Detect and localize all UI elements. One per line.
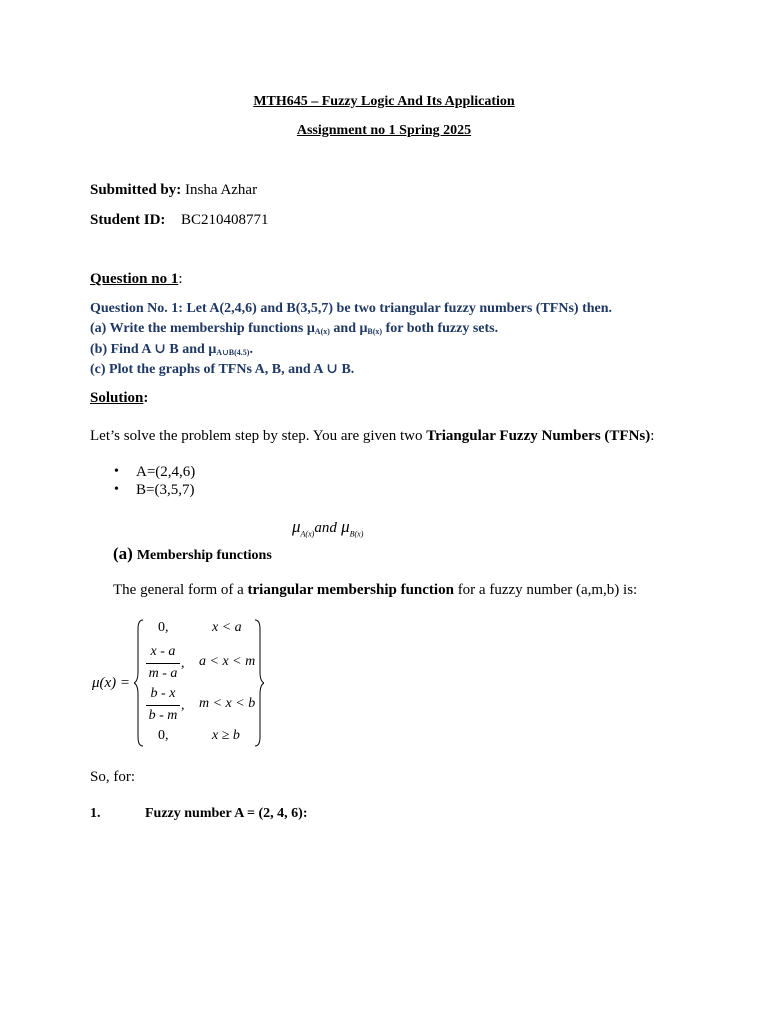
question-heading: Question no 1: [90, 271, 183, 287]
row2-comma: , [181, 656, 185, 671]
part-a-heading: (a) Membership functions [113, 544, 272, 563]
tfn-list [136, 463, 195, 499]
mu-formula: $\mu_{A(x)}and$ $\mu_{B(x)}$ [292, 517, 364, 539]
piecewise-brace [134, 617, 264, 749]
row1-condition: x < a [212, 620, 242, 635]
submitted-by-line [90, 182, 257, 199]
list-item: • B=(3,5,7) [136, 481, 195, 499]
general-form-text: The general form of a triangular membership function for a fuzzy number (a,m,b) is: [113, 582, 638, 598]
submitted-by-label: Submitted by: [90, 182, 182, 198]
question-line-1: Question No. 1: Let A(2,4,6) and B(3,5,7) be two triangular fuzzy numbers (TFNs) then. [90, 301, 613, 316]
student-id-line [90, 212, 165, 229]
item-title: Fuzzy number A = (2, 4, 6): [145, 806, 308, 821]
piecewise-lhs: μ(x) = [92, 675, 131, 691]
question-line-3: (b) Find A ∪ B and $\mu_{A\cup B(4.5)}$. [90, 342, 253, 357]
row4-condition: x ≥ b [212, 728, 240, 743]
solution-heading: Solution: [90, 390, 149, 406]
so-for-text: So, for: [90, 769, 135, 785]
row1-value: 0, [158, 620, 169, 635]
item-number: 1. [90, 806, 101, 821]
row2-denominator: m - a [148, 666, 178, 681]
question-line-4: (c) Plot the graphs of TFNs A, B, and A ∪ B. [90, 362, 355, 377]
assignment-title: Assignment no 1 Spring 2025 [296, 123, 472, 138]
row3-numerator: b - x [150, 686, 176, 701]
student-name: Insha Azhar [185, 182, 258, 198]
row3-condition: m < x < b [199, 696, 256, 711]
row3-denominator: b - m [148, 708, 178, 723]
question-line-2: (a) Write the membership functions $\mu_{A(x)}$ and $\mu_{B(x)}$ for both fuzzy sets. [90, 321, 499, 336]
solution-intro: Let’s solve the problem step by step. You are given two Triangular Fuzzy Numbers (TFNs): [90, 428, 655, 444]
student-id-label: Student ID: [90, 212, 166, 228]
row4-value: 0, [158, 728, 169, 743]
course-title: MTH645 – Fuzzy Logic And Its Application [253, 94, 515, 109]
list-item: • A=(2,4,6) [136, 463, 195, 481]
row2-numerator: x - a [150, 644, 176, 659]
row2-fraction-bar [146, 663, 180, 664]
row3-fraction-bar [146, 705, 180, 706]
student-id-value: BC210408771 [181, 212, 269, 228]
row3-comma: , [181, 698, 185, 713]
row2-condition: a < x < m [199, 654, 256, 669]
